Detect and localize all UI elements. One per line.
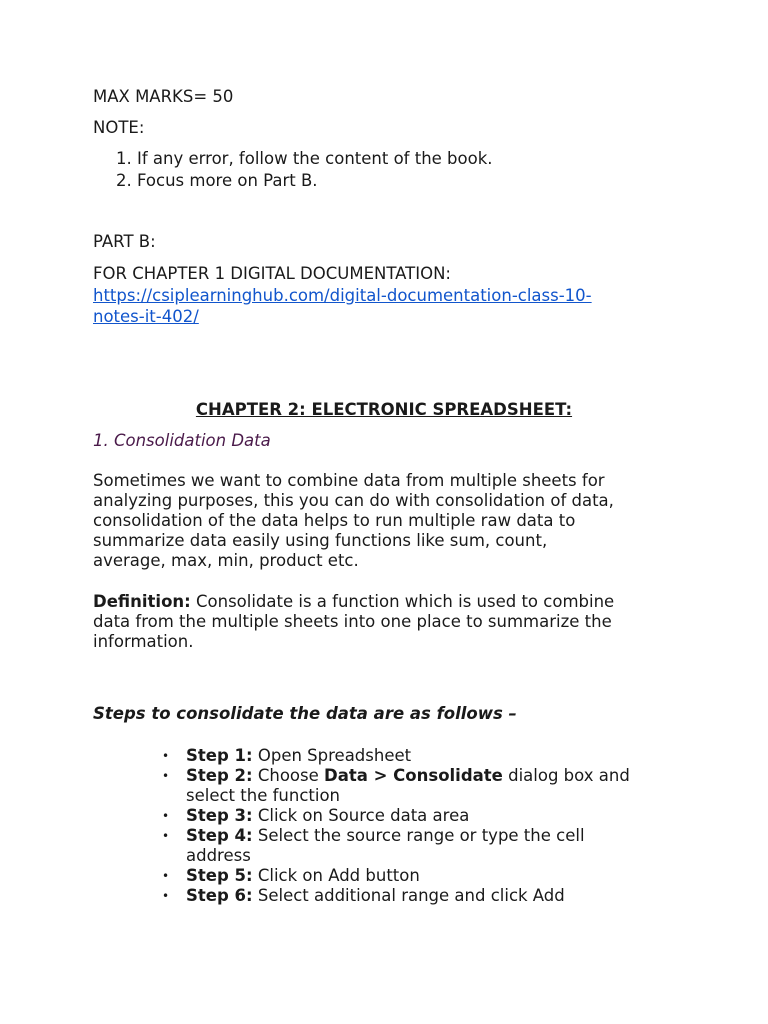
- step-item-3: [162, 806, 692, 826]
- definition-label: Definition:: [93, 592, 191, 611]
- step-text: Choose: [252, 766, 325, 785]
- steps-list: [162, 746, 692, 906]
- step-text: Click on Source data area: [252, 806, 470, 825]
- definition-line-3: information.: [93, 632, 194, 651]
- definition-line-1: [93, 592, 614, 612]
- intro-line-4: summarize data easily using functions like sum, count,: [93, 531, 548, 550]
- bullet-icon: •: [162, 869, 170, 883]
- note-number: 1.: [116, 149, 132, 168]
- part-b-label: PART B:: [93, 232, 156, 251]
- bullet-icon: •: [162, 749, 170, 763]
- intro-line-5: average, max, min, product etc.: [93, 551, 359, 570]
- step-text: Select the source range or type the cell: [252, 826, 585, 845]
- max-marks: MAX MARKS= 50: [93, 87, 234, 106]
- definition-text: Consolidate is a function which is used to combine: [190, 592, 615, 611]
- bullet-icon: •: [162, 809, 170, 823]
- chapter1-label: FOR CHAPTER 1 DIGITAL DOCUMENTATION:: [93, 264, 451, 283]
- step-text-continued: select the function: [186, 786, 340, 805]
- step-label: Step 1:: [186, 746, 253, 765]
- note-item-2: [116, 171, 318, 191]
- step-text: Open Spreadsheet: [252, 746, 412, 765]
- step-text: Select additional range and click Add: [252, 886, 565, 905]
- intro-line-1: Sometimes we want to combine data from multiple sheets for: [93, 471, 605, 490]
- intro-line-3: consolidation of the data helps to run multiple raw data to: [93, 511, 576, 530]
- definition-line-2: data from the multiple sheets into one place to summarize the: [93, 612, 612, 631]
- step-text-continued: address: [186, 846, 251, 865]
- intro-line-2: analyzing purposes, this you can do with consolidation of data,: [93, 491, 614, 510]
- bullet-icon: •: [162, 769, 170, 783]
- step-label: Step 5:: [186, 866, 253, 885]
- step-item-5: [162, 866, 692, 886]
- step-label: Step 4:: [186, 826, 253, 845]
- note-text: If any error, follow the content of the book.: [137, 149, 493, 168]
- bullet-icon: •: [162, 889, 170, 903]
- chapter2-title: CHAPTER 2: ELECTRONIC SPREADSHEET:: [195, 400, 573, 419]
- step-text: Click on Add button: [252, 866, 420, 885]
- chapter1-link-line1[interactable]: https://csiplearninghub.com/digital-documentation-class-10-: [93, 286, 592, 305]
- step-item-4: [162, 826, 692, 866]
- step-menu-path: Data > Consolidate: [324, 766, 503, 785]
- section-heading: 1. Consolidation Data: [93, 431, 271, 450]
- bullet-icon: •: [162, 829, 170, 843]
- step-label: Step 2:: [186, 766, 253, 785]
- chapter1-link-line2[interactable]: notes-it-402/: [93, 307, 199, 326]
- note-label: NOTE:: [93, 118, 145, 137]
- note-text: Focus more on Part B.: [137, 171, 318, 190]
- step-label: Step 6:: [186, 886, 253, 905]
- steps-heading: Steps to consolidate the data are as follows –: [93, 704, 517, 723]
- step-text: dialog box and: [502, 766, 630, 785]
- note-item-1: [116, 149, 493, 169]
- step-item-2: [162, 766, 692, 806]
- step-label: Step 3:: [186, 806, 253, 825]
- step-item-6: [162, 886, 692, 906]
- step-item-1: [162, 746, 692, 766]
- note-number: 2.: [116, 171, 132, 190]
